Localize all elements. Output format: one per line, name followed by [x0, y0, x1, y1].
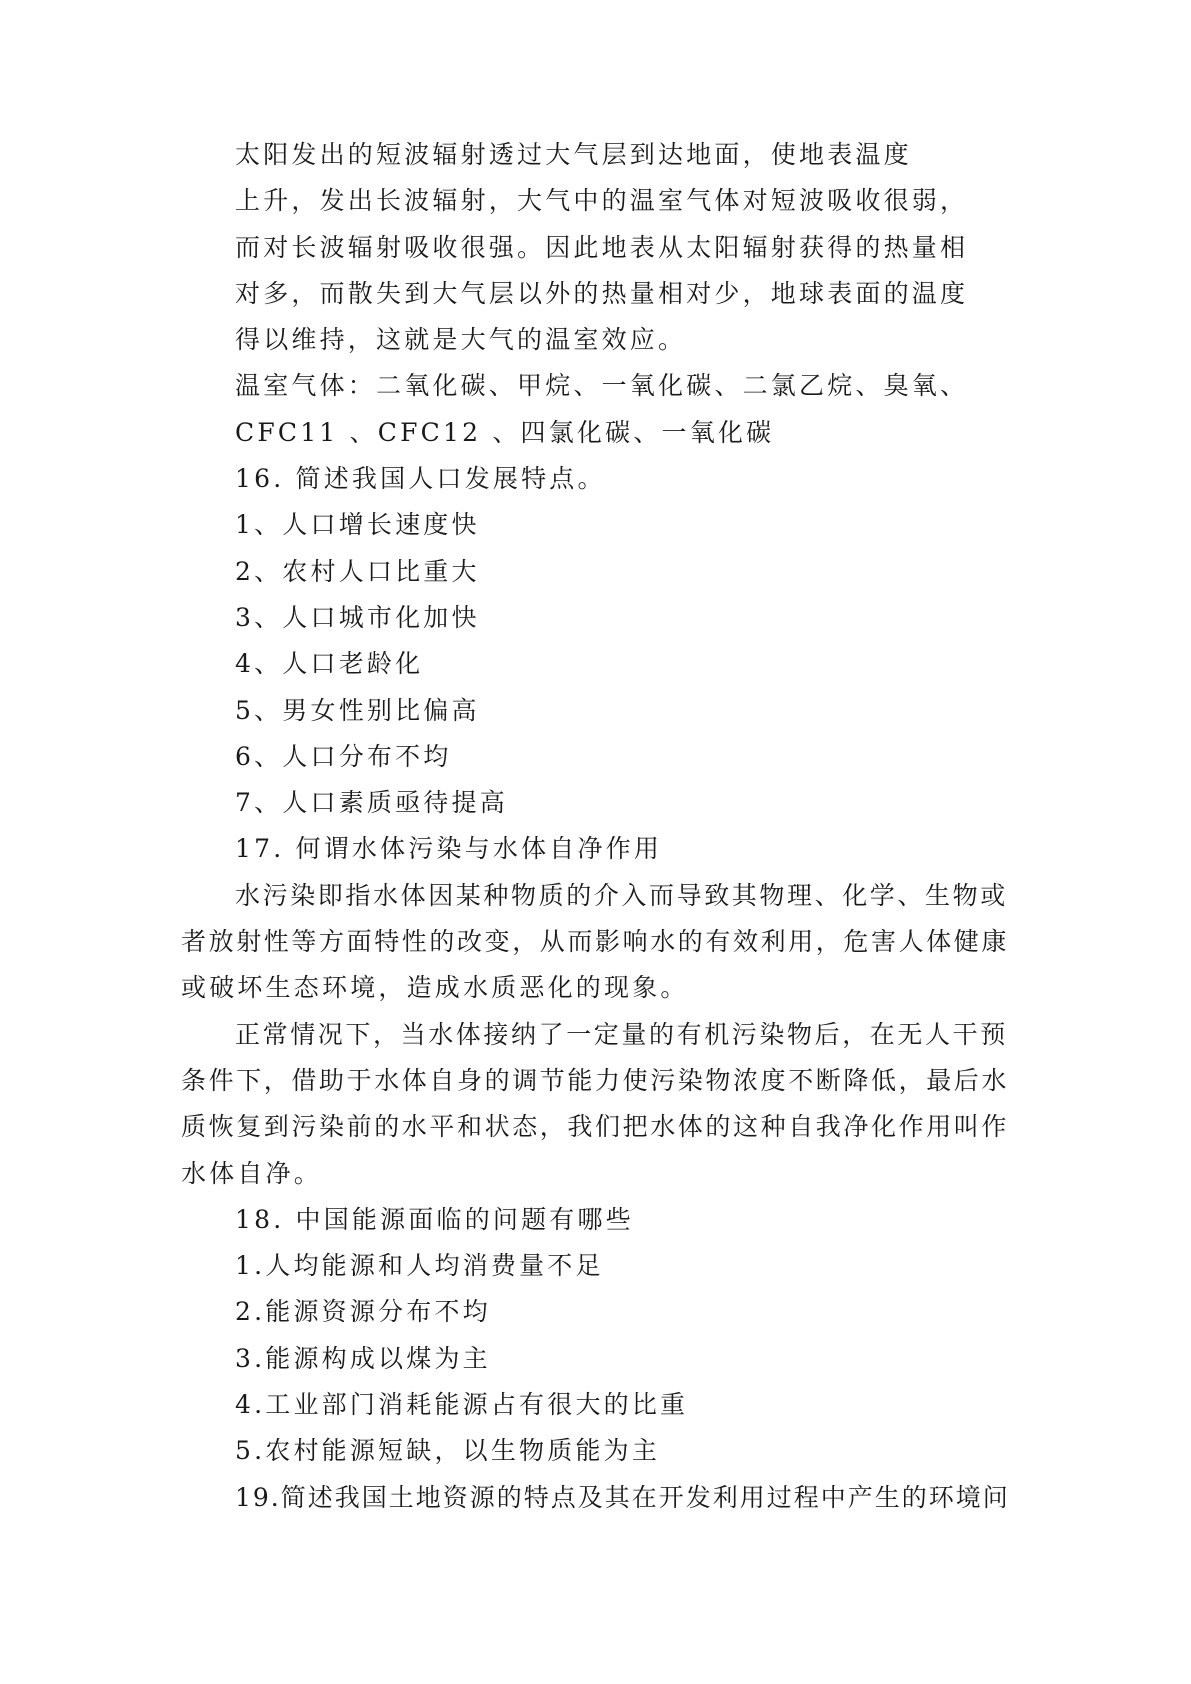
list-item: 5、男女性别比偏高 — [235, 695, 480, 725]
list-item: 1、人口增长速度快 — [235, 510, 480, 540]
question-heading: 17. 何谓水体污染与水体自净作用 — [235, 834, 663, 864]
list-item: 2、农村人口比重大 — [235, 556, 480, 586]
text-line: 对多，而散失到大气层以外的热量相对少，地球表面的温度 — [235, 278, 969, 308]
list-item: 6、人口分布不均 — [235, 741, 452, 771]
text-line: 而对长波辐射吸收很强。因此地表从太阳辐射获得的热量相 — [235, 232, 969, 262]
paragraph-line: 或破坏生态环境，造成水质恶化的现象。 — [181, 973, 689, 1003]
list-item: 3.能源构成以煤为主 — [235, 1343, 491, 1373]
question-heading: 18. 中国能源面临的问题有哪些 — [235, 1204, 634, 1234]
paragraph-line: 者放射性等方面特性的改变，从而影响水的有效利用，危害人体健康 — [181, 927, 1010, 957]
paragraph-line: 正常情况下，当水体接纳了一定量的有机污染物后，在无人干预 — [235, 1019, 1008, 1049]
list-item: 5.农村能源短缺，以生物质能为主 — [235, 1436, 661, 1466]
text-line: 温室气体：二氧化碳、甲烷、一氧化碳、二氯乙烷、臭氧、 — [235, 371, 969, 401]
text-line: 得以维持，这就是大气的温室效应。 — [235, 325, 687, 355]
list-item: 1.人均能源和人均消费量不足 — [235, 1251, 604, 1281]
text-line: 太阳发出的短波辐射透过大气层到达地面，使地表温度 — [235, 140, 912, 169]
list-item: 7、人口素质亟待提高 — [235, 788, 508, 818]
list-item: 2.能源资源分布不均 — [235, 1297, 491, 1327]
list-item: 4.工业部门消耗能源占有很大的比重 — [235, 1390, 689, 1420]
question-heading: 16. 简述我国人口发展特点。 — [235, 464, 606, 494]
paragraph-line: 水污染即指水体因某种物质的介入而导致其物理、化学、生物或 — [235, 880, 1008, 910]
paragraph-line: 水体自净。 — [181, 1158, 323, 1188]
text-line: CFC11 、CFC12 、四氯化碳、一氧化碳 — [235, 417, 775, 447]
document-body — [181, 132, 1011, 1521]
list-item: 4、人口老龄化 — [235, 649, 424, 679]
list-item: 3、人口城市化加快 — [235, 602, 480, 632]
question-heading: 19.简述我国土地资源的特点及其在开发利用过程中产生的环境问 — [235, 1482, 1010, 1512]
paragraph-line: 条件下，借助于水体自身的调节能力使污染物浓度不断降低，最后水 — [181, 1065, 1010, 1095]
text-line: 上升，发出长波辐射，大气中的温室气体对短波吸收很弱， — [235, 186, 969, 216]
paragraph-line: 质恢复到污染前的水平和状态，我们把水体的这种自我净化作用叫作 — [181, 1112, 1010, 1142]
